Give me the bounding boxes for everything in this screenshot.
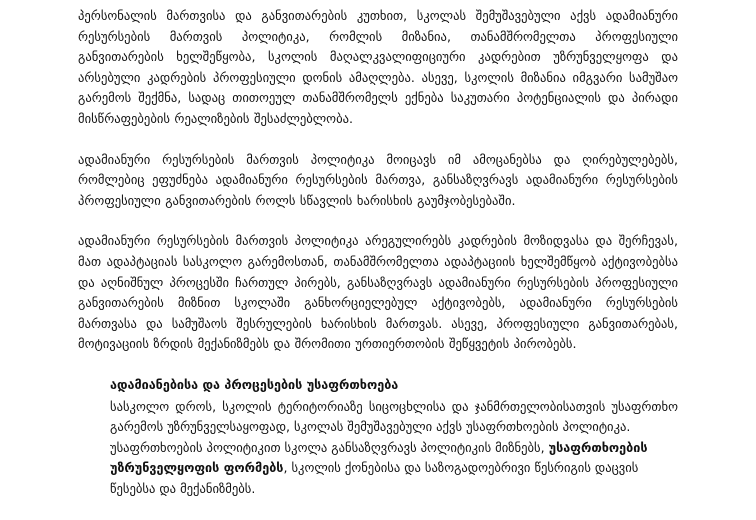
safety-goals-start: უსაფრთხოების პოლიტიკით სკოლა განსაზღვრავს პოლიტიკის მიზნებს, (110, 439, 545, 455)
document-page (78, 6, 678, 499)
safety-policy-intro: სასკოლო დროს, სკოლის ტერიტორიაზე სიცოცხლისა და ჯანმრთელობისათვის უსაფრთხო გარემოს უზრუნველსაყოფად, სკოლას შემუშავებული აქვს უსაფრთხოების პოლიტიკა. (110, 398, 678, 435)
paragraph-personnel-management: პერსონალის მართვისა და განვითარების კუთხით, სკოლას შემუშავებული აქვს ადამიანური რესურსების მართვის პოლიტიკა, რომლის მიზანია, თანამშრომელთა პროფესიული განვითარების ხელშეწყობა, სკოლის მაღალკვალიფიციური კადრებით უზრუნველყოფა და არსებული კადრების პროფესიული დონის ამაღლება. ასევე, სკოლის მიზანია იმგვარი სამუშაო გარემოს შექმნა, სადაც თითოეულ თანამშრომელს ექნება საკუთარი პოტენციალის და პირადი მისწრაფებების რეალიზების შესაძლებლობა. (78, 8, 678, 126)
safety-policy-goals (110, 438, 678, 499)
safety-goals-end: , სკოლის ქონებისა და საზოგადოებრივი წესრიგის დაცვის წესებსა და მექანიზმებს. (110, 460, 639, 496)
paragraph-hr-policy-scope: ადამიანური რესურსების მართვის პოლიტიკა მოიცავს იმ ამოცანებსა და ღირებულებებს, რომლებიც ეფუძნება ადამიანური რესურსების მართვა, განსაზღვრავს ადამიანური რესურსების პროფესიული განვითარების როლს სწავლის ხარისხის გაუმჯობესებაში. (78, 151, 678, 208)
safety-forms-emphasis: უსაფრთხოების უზრუნველყოფის ფორმებს (110, 439, 648, 476)
paragraph-hr-policy-regulation: ადამიანური რესურსების მართვის პოლიტიკა არეგულირებს კადრების მოზიდვასა და შერჩევას, მათ ადაპტაციას სასკოლო გარემოსთან, თანამშრომელთა ადაპტაციის ხელშემწყობ აქტივობებსა და აღნიშნულ პროცესში ჩართულ პირებს, განსაზღვრავს ადამიანური რესურსების პროფესიული განვითარების მიზნით სკოლაში განხორციელებულ აქტივობებს, ადამიანური რესურსების მართვასა და სამუშაოს შესრულების ხარისხის მართვას. ასევე, პროფესიული განვითარებას, მოტივაციის ზრდის მექანიზმებს და შრომითი ურთიერთობის შეწყვეტის პირობებს. (78, 233, 678, 352)
section-heading: ადამიანებისა და პროცესების უსაფრთხოება (110, 376, 399, 392)
safety-section (110, 375, 678, 499)
